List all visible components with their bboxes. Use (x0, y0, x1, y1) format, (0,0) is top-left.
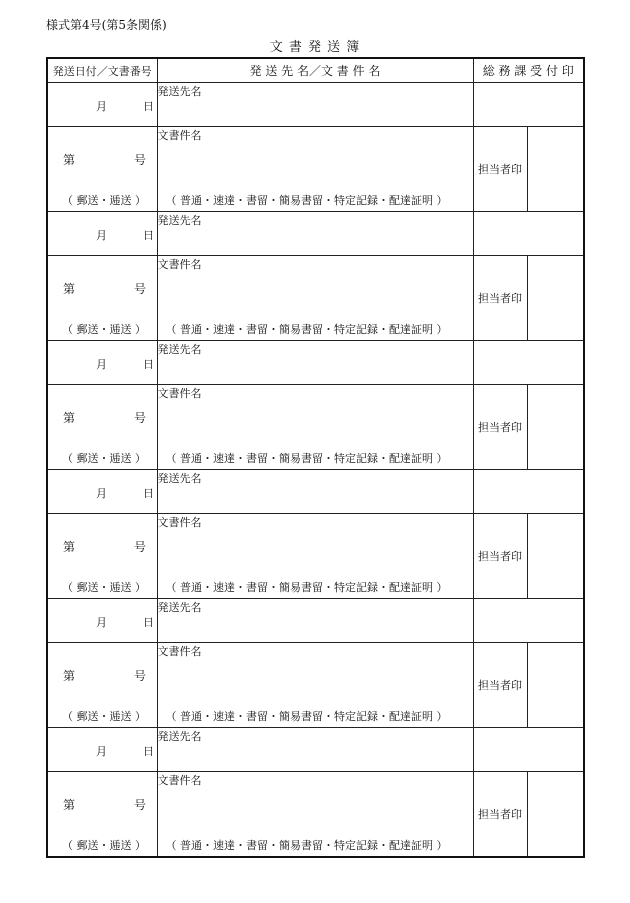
day-label: 日 (143, 616, 154, 629)
destination-cell[interactable] (157, 83, 473, 127)
number-cell[interactable] (47, 643, 157, 728)
responsible-stamp-label: 担当者印 (473, 643, 527, 728)
destination-label: 発送先名 (157, 343, 202, 356)
month-label: 月 (96, 745, 107, 758)
method-label: （ 郵送・逓送 ） (62, 581, 146, 594)
responsible-stamp-box[interactable] (527, 514, 584, 599)
go-label: 号 (134, 669, 147, 683)
date-cell[interactable] (47, 728, 157, 772)
destination-cell[interactable] (157, 470, 473, 514)
day-label: 日 (143, 229, 154, 242)
header-row (47, 58, 584, 83)
destination-label: 発送先名 (157, 472, 202, 485)
destination-cell[interactable] (157, 212, 473, 256)
go-label: 号 (134, 153, 147, 167)
month-label: 月 (96, 616, 107, 629)
month-label: 月 (96, 100, 107, 113)
form-number-label: 様式第4号(第5条関係) (46, 18, 167, 32)
dai-label: 第 (63, 411, 76, 425)
dispatch-ledger-table (46, 57, 585, 858)
responsible-stamp-label: 担当者印 (473, 385, 527, 470)
receipt-stamp-area[interactable] (473, 212, 584, 256)
document-label: 文書件名 (157, 387, 202, 400)
entry-row-top (47, 212, 584, 256)
receipt-stamp-area[interactable] (473, 728, 584, 772)
entry-row-top (47, 83, 584, 127)
date-cell[interactable] (47, 212, 157, 256)
receipt-stamp-area[interactable] (473, 470, 584, 514)
destination-label: 発送先名 (157, 601, 202, 614)
delivery-types-label: （ 普通・速達・書留・簡易書留・特定記録・配達証明 ） (165, 194, 448, 207)
document-label: 文書件名 (157, 774, 202, 787)
day-label: 日 (143, 745, 154, 758)
go-label: 号 (134, 798, 147, 812)
receipt-stamp-area[interactable] (473, 83, 584, 127)
date-cell[interactable] (47, 470, 157, 514)
entry-row-top (47, 341, 584, 385)
responsible-stamp-box[interactable] (527, 385, 584, 470)
responsible-stamp-box[interactable] (527, 256, 584, 341)
responsible-stamp-box[interactable] (527, 772, 584, 858)
go-label: 号 (134, 540, 147, 554)
document-title-cell[interactable] (157, 643, 473, 728)
document-title-cell[interactable] (157, 385, 473, 470)
month-label: 月 (96, 487, 107, 500)
number-cell[interactable] (47, 514, 157, 599)
method-label: （ 郵送・逓送 ） (62, 452, 146, 465)
responsible-stamp-label: 担当者印 (473, 256, 527, 341)
delivery-types-label: （ 普通・速達・書留・簡易書留・特定記録・配達証明 ） (165, 710, 448, 723)
method-label: （ 郵送・逓送 ） (62, 839, 146, 852)
header-date-number: 発送日付／文書番号 (47, 58, 157, 83)
responsible-stamp-box[interactable] (527, 127, 584, 212)
number-cell[interactable] (47, 385, 157, 470)
method-label: （ 郵送・逓送 ） (62, 194, 146, 207)
number-cell[interactable] (47, 127, 157, 212)
day-label: 日 (143, 358, 154, 371)
date-cell[interactable] (47, 83, 157, 127)
method-label: （ 郵送・逓送 ） (62, 323, 146, 336)
destination-label: 発送先名 (157, 730, 202, 743)
entry-row-top (47, 599, 584, 643)
number-cell[interactable] (47, 772, 157, 858)
delivery-types-label: （ 普通・速達・書留・簡易書留・特定記録・配達証明 ） (165, 323, 448, 336)
delivery-types-label: （ 普通・速達・書留・簡易書留・特定記録・配達証明 ） (165, 839, 448, 852)
delivery-types-label: （ 普通・速達・書留・簡易書留・特定記録・配達証明 ） (165, 452, 448, 465)
destination-cell[interactable] (157, 599, 473, 643)
responsible-stamp-label: 担当者印 (473, 772, 527, 858)
document-title-cell[interactable] (157, 256, 473, 341)
dai-label: 第 (63, 540, 76, 554)
destination-label: 発送先名 (157, 214, 202, 227)
page-title: 文 書 発 送 簿 (269, 40, 361, 55)
entry-row-top (47, 728, 584, 772)
document-title-cell[interactable] (157, 127, 473, 212)
document-title-cell[interactable] (157, 772, 473, 858)
responsible-stamp-label: 担当者印 (473, 514, 527, 599)
dai-label: 第 (63, 669, 76, 683)
responsible-stamp-label: 担当者印 (473, 127, 527, 212)
go-label: 号 (134, 411, 147, 425)
date-cell[interactable] (47, 341, 157, 385)
document-label: 文書件名 (157, 645, 202, 658)
day-label: 日 (143, 100, 154, 113)
go-label: 号 (134, 282, 147, 296)
document-label: 文書件名 (157, 516, 202, 529)
destination-cell[interactable] (157, 341, 473, 385)
dai-label: 第 (63, 282, 76, 296)
number-cell[interactable] (47, 256, 157, 341)
day-label: 日 (143, 487, 154, 500)
header-destination-document: 発 送 先 名／文 書 件 名 (157, 58, 473, 83)
month-label: 月 (96, 358, 107, 371)
receipt-stamp-area[interactable] (473, 599, 584, 643)
method-label: （ 郵送・逓送 ） (62, 710, 146, 723)
header-receipt-stamp: 総 務 課 受 付 印 (473, 58, 584, 83)
delivery-types-label: （ 普通・速達・書留・簡易書留・特定記録・配達証明 ） (165, 581, 448, 594)
document-label: 文書件名 (157, 129, 202, 142)
destination-label: 発送先名 (157, 85, 202, 98)
destination-cell[interactable] (157, 728, 473, 772)
document-label: 文書件名 (157, 258, 202, 271)
month-label: 月 (96, 229, 107, 242)
receipt-stamp-area[interactable] (473, 341, 584, 385)
document-title-cell[interactable] (157, 514, 473, 599)
date-cell[interactable] (47, 599, 157, 643)
responsible-stamp-box[interactable] (527, 643, 584, 728)
dai-label: 第 (63, 798, 76, 812)
dai-label: 第 (63, 153, 76, 167)
entry-row-top (47, 470, 584, 514)
